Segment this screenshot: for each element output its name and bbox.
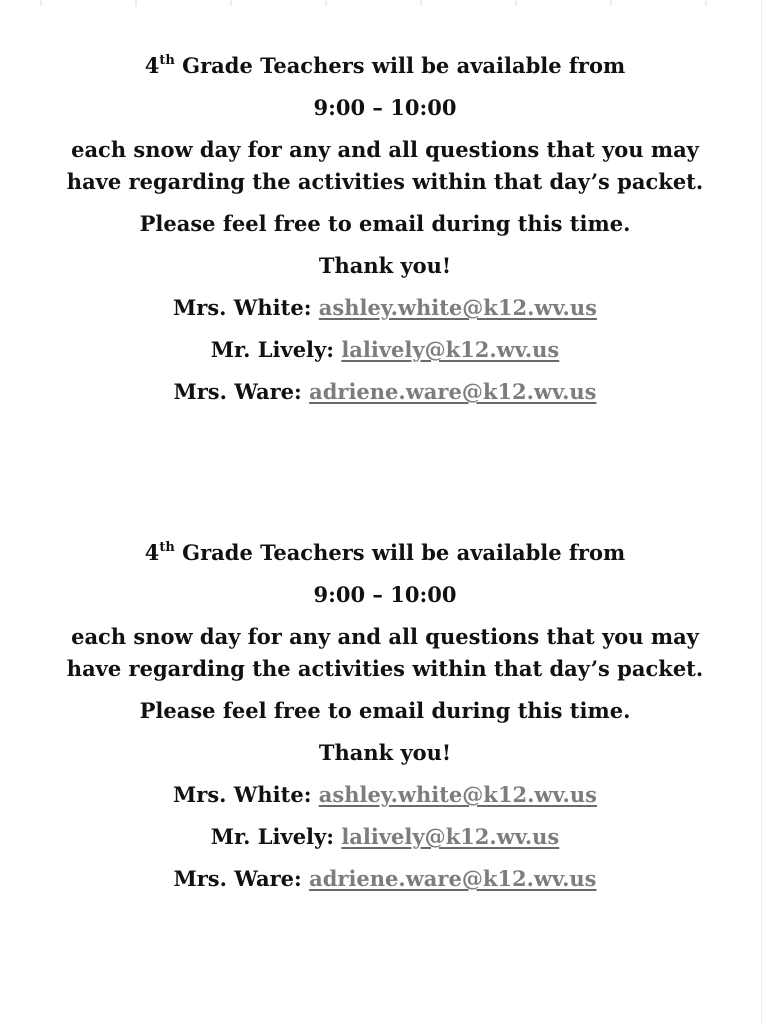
contact-name: Mr. Lively: [210, 337, 334, 362]
contact-lively [0, 821, 770, 853]
email-link-ware[interactable]: adriene.ware@k12.wv.us [309, 866, 597, 891]
scan-artifact-top [0, 0, 770, 6]
contact-name: Mrs. Ware: [173, 866, 302, 891]
availability-time: 9:00 – 10:00 [313, 582, 457, 607]
notice-block-1 [0, 50, 770, 418]
email-link-lively[interactable]: lalively@k12.wv.us [341, 337, 560, 362]
notice-heading [0, 537, 770, 569]
notice-body: each snow day for any and all questions that you may have regarding the activities within that day’s packet. [66, 624, 704, 681]
contact-white [0, 292, 770, 324]
grade-number: 4 [144, 53, 160, 78]
contact-ware [0, 376, 770, 408]
email-link-white[interactable]: ashley.white@k12.wv.us [318, 782, 597, 807]
contact-lively [0, 334, 770, 366]
contact-name: Mrs. White: [173, 295, 312, 320]
email-link-ware[interactable]: adriene.ware@k12.wv.us [309, 379, 597, 404]
notice-heading [0, 50, 770, 82]
contact-name: Mr. Lively: [210, 824, 334, 849]
grade-ordinal-suffix: th [159, 540, 175, 555]
email-link-white[interactable]: ashley.white@k12.wv.us [318, 295, 597, 320]
grade-number: 4 [144, 540, 160, 565]
heading-text: Grade Teachers will be available from [174, 53, 626, 78]
email-invitation: Please feel free to email during this time. [139, 211, 631, 236]
heading-text: Grade Teachers will be available from [174, 540, 626, 565]
email-link-lively[interactable]: lalively@k12.wv.us [341, 824, 560, 849]
notice-block-2 [0, 537, 770, 905]
email-invitation: Please feel free to email during this time. [139, 698, 631, 723]
thank-you: Thank you! [318, 253, 452, 278]
contact-white [0, 779, 770, 811]
contact-name: Mrs. White: [173, 782, 312, 807]
notice-body: each snow day for any and all questions that you may have regarding the activities within that day’s packet. [66, 137, 704, 194]
availability-time: 9:00 – 10:00 [313, 95, 457, 120]
contact-name: Mrs. Ware: [173, 379, 302, 404]
thank-you: Thank you! [318, 740, 452, 765]
contact-ware [0, 863, 770, 895]
grade-ordinal-suffix: th [159, 53, 175, 68]
